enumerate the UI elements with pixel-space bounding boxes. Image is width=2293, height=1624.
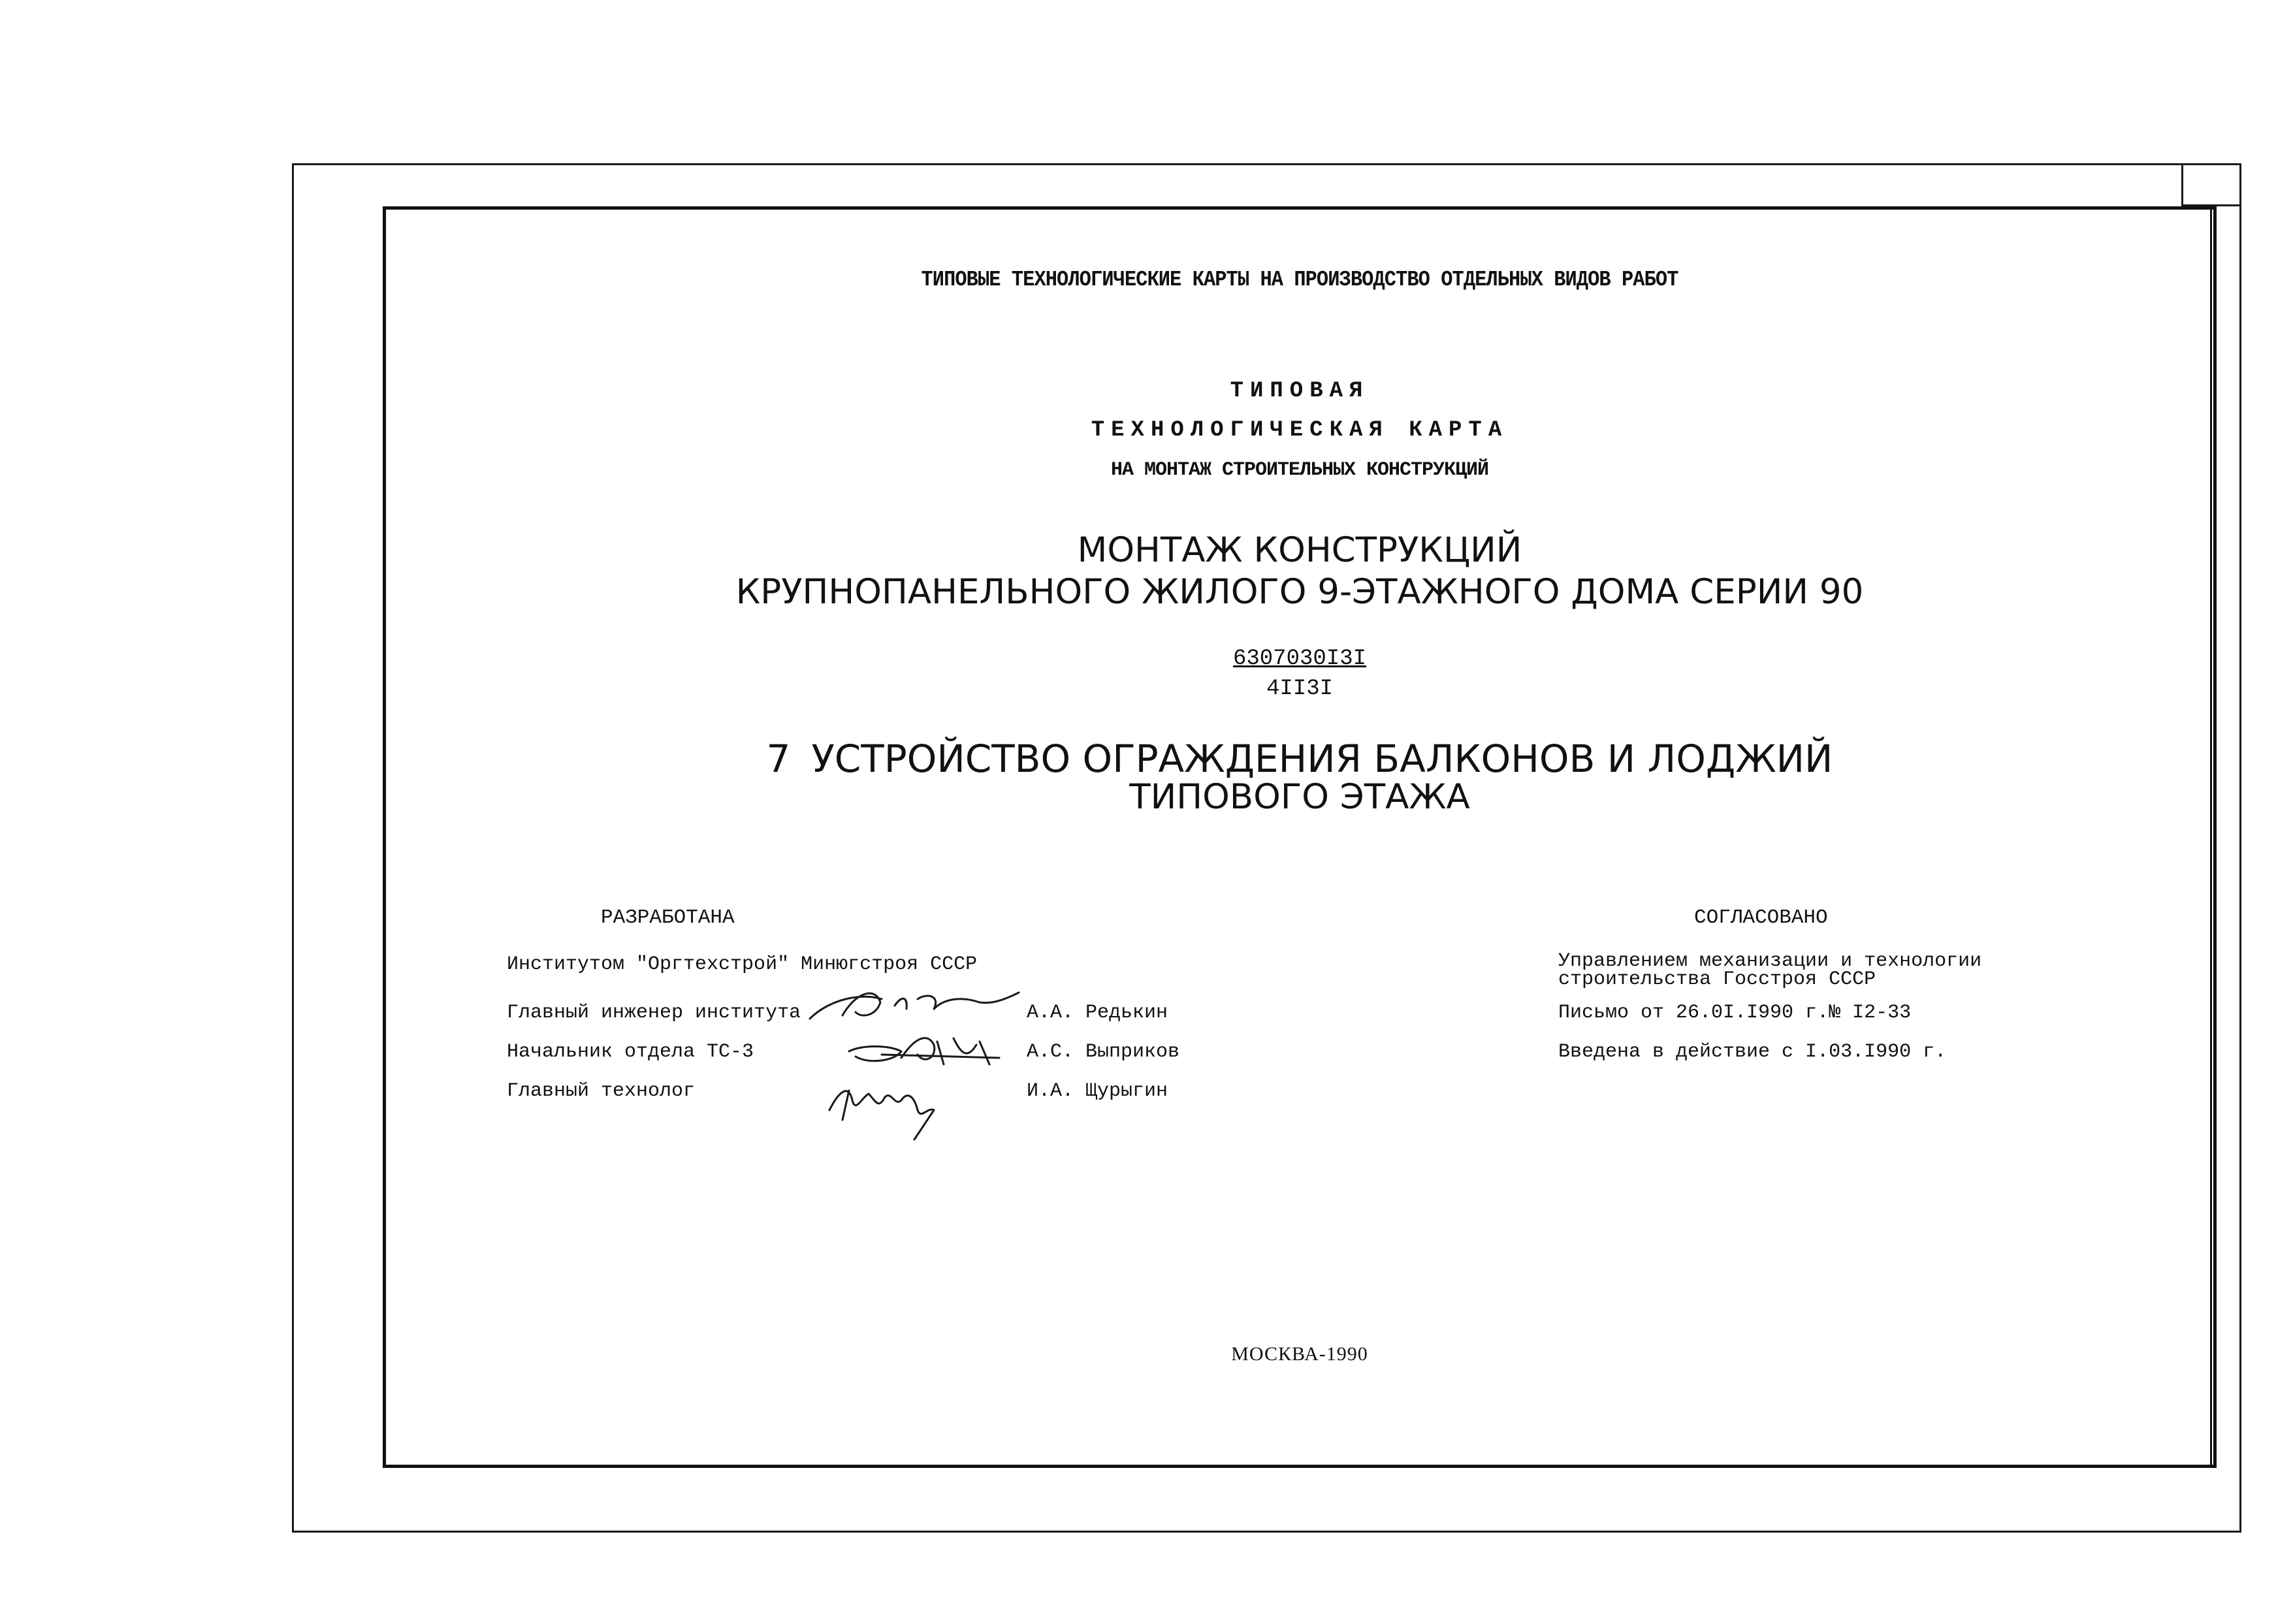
signature-2 [849,1038,999,1064]
developed-heading: РАЗРАБОТАНА [601,906,735,929]
developer-role-2: Начальник отдела ТС-3 [507,1041,754,1063]
document-title-line2: КРУПНОПАНЕЛЬНОГО ЖИЛОГО 9-ЭТАЖНОГО ДОМА СЕРИИ 90 [735,572,1864,612]
series-title: ТИПОВЫЕ ТЕХНОЛОГИЧЕСКИЕ КАРТЫ НА ПРОИЗВОДСТВО ОТДЕЛЬНЫХ ВИДОВ РАБОТ [921,268,1678,292]
section-title-text: УСТРОЙСТВО ОГРАЖДЕНИЯ БАЛКОНОВ И ЛОДЖИЙ [811,737,1833,781]
document-kind-line3: НА МОНТАЖ СТРОИТЕЛЬНЫХ КОНСТРУКЦИЙ [1110,459,1489,481]
approval-letter: Письмо от 26.0I.I990 г.№ I2-33 [1558,1002,1912,1024]
developer-role-3: Главный технолог [507,1080,696,1102]
developer-name-2: А.С. Выприков [1027,1041,1180,1063]
document-kind-line1: ТИПОВАЯ [1230,379,1370,404]
corner-stamp-box [2181,163,2241,206]
developed-organization: Институтом "Оргтехстрой" Минюгстроя СССР [507,953,978,976]
section-title-line2: ТИПОВОГО ЭТАЖА [1129,777,1470,817]
effective-date: Введена в действие с I.03.I990 г. [1558,1041,1947,1063]
signatures [803,979,1038,1143]
approved-organization-line2: строительства Госстроя СССР [1558,968,1876,991]
document-title-line1: МОНТАЖ КОНСТРУКЦИЙ [1077,530,1522,570]
signature-3 [829,1091,934,1139]
city-year: МОСКВА-1990 [1231,1343,1368,1365]
signature-1 [810,993,1019,1019]
approved-organization-line1: Управлением механизации и технологии [1558,950,1982,972]
developer-name-1: А.А. Редькин [1027,1002,1168,1024]
document-code-bottom: 4II3I [1266,677,1334,701]
document-code-top: 6307030I3I [1232,646,1367,671]
section-title-line1 [383,737,2217,781]
developer-role-1: Главный инженер института [507,1002,801,1024]
document-kind-line2: ТЕХНОЛОГИЧЕСКАЯ КАРТА [1091,418,1509,443]
developer-name-3: И.А. Щурыгин [1027,1080,1168,1102]
section-number: 7 [766,737,791,781]
approved-heading: СОГЛАСОВАНО [1694,906,1828,929]
